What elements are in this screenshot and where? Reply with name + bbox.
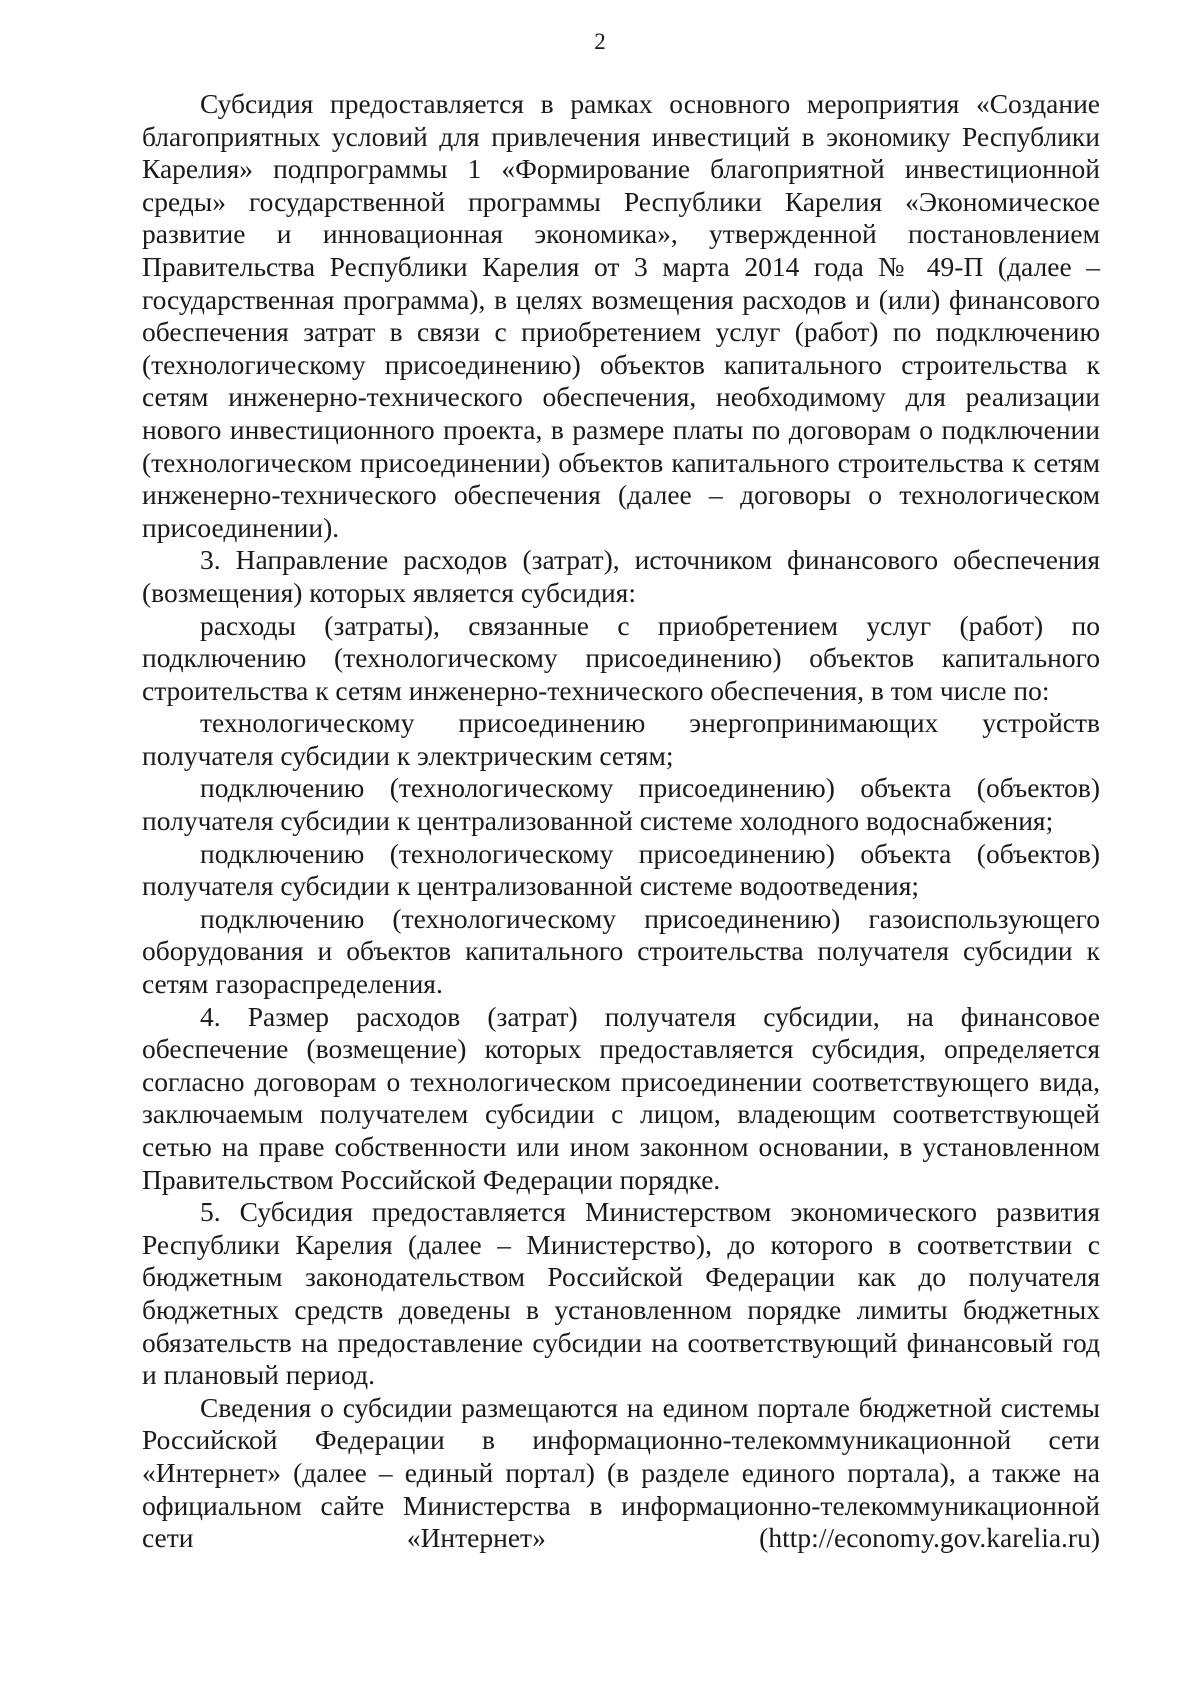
paragraph-item-4: 4. Размер расходов (затрат) получателя субсидии, на финансовое обеспечение (возмещение) которых предоставляется субсидия, определяется согласно договорам о технологическом присоединении соответствующего вида, заключаемым получателем субсидии с лицом, владеющим соответствующей сетью на праве собственности или ином законном основании, в установленном Правительством Российской Федерации порядке.	[142, 1000, 1100, 1195]
paragraph-item-3-electric: технологическому присоединению энергопринимающих устройств получателя субсидии к электрическим сетям;	[142, 707, 1100, 771]
paragraph-item-5: 5. Субсидия предоставляется Министерством экономического развития Республики Карелия (далее – Министерство), до которого в соответствии с бюджетным законодательством Российской Федерации как до получателя бюджетных средств доведены в установленном порядке лимиты бюджетных обязательств на предоставление субсидии на соответствующий финансовый год и плановый период.	[142, 1196, 1100, 1391]
paragraph-subsidy-purpose: Субсидия предоставляется в рамках основного мероприятия «Создание благоприятных условий для привлечения инвестиций в экономику Республики Карелия» подпрограммы 1 «Формирование благоприятной инвестиционной среды» государственной программы Республики Карелия «Экономическое развитие и инновационная экономика», утвержденной постановлением Правительства Республики Карелия от 3 марта 2014 года № 49-П (далее – государственная программа), в целях возмещения расходов и (или) финансового обеспечения затрат в связи с приобретением услуг (работ) по подключению (технологическому присоединению) объектов капитального строительства к сетям инженерно-технического обеспечения, необходимому для реализации нового инвестиционного проекта, в размере платы по договорам о подключении (технологическом присоединении) объектов капитального строительства к сетям инженерно-технического обеспечения (далее – договоры о технологическом присоединении).	[142, 88, 1100, 543]
document-body	[142, 88, 1100, 1555]
page-number: 2	[594, 29, 606, 54]
paragraph-item-3-heading: 3. Направление расходов (затрат), источником финансового обеспечения (возмещения) которых является субсидия:	[142, 544, 1100, 608]
paragraph-item-3-expenses: расходы (затраты), связанные с приобретением услуг (работ) по подключению (технологическому присоединению) объектов капитального строительства к сетям инженерно-технического обеспечения, в том числе по:	[142, 609, 1100, 706]
paragraph-portal-info: Сведения о субсидии размещаются на едином портале бюджетной системы Российской Федерации в информационно-телекоммуникационной сети «Интернет» (далее – единый портал) (в разделе единого портала), а также на официальном сайте Министерства в информационно-телекоммуникационной сети «Интернет» (http://economy.gov.karelia.ru)	[142, 1391, 1100, 1554]
paragraph-item-3-sewerage: подключению (технологическому присоединению) объекта (объектов) получателя субсидии к централизованной системе водоотведения;	[142, 837, 1100, 902]
paragraph-item-3-gas: подключению (технологическому присоединению) газоиспользующего оборудования и объектов капитального строительства получателя субсидии к сетям газораспределения.	[142, 902, 1100, 1000]
paragraph-item-3-water-supply: подключению (технологическому присоединению) объекта (объектов) получателя субсидии к централизованной системе холодного водоснабжения;	[142, 772, 1100, 837]
